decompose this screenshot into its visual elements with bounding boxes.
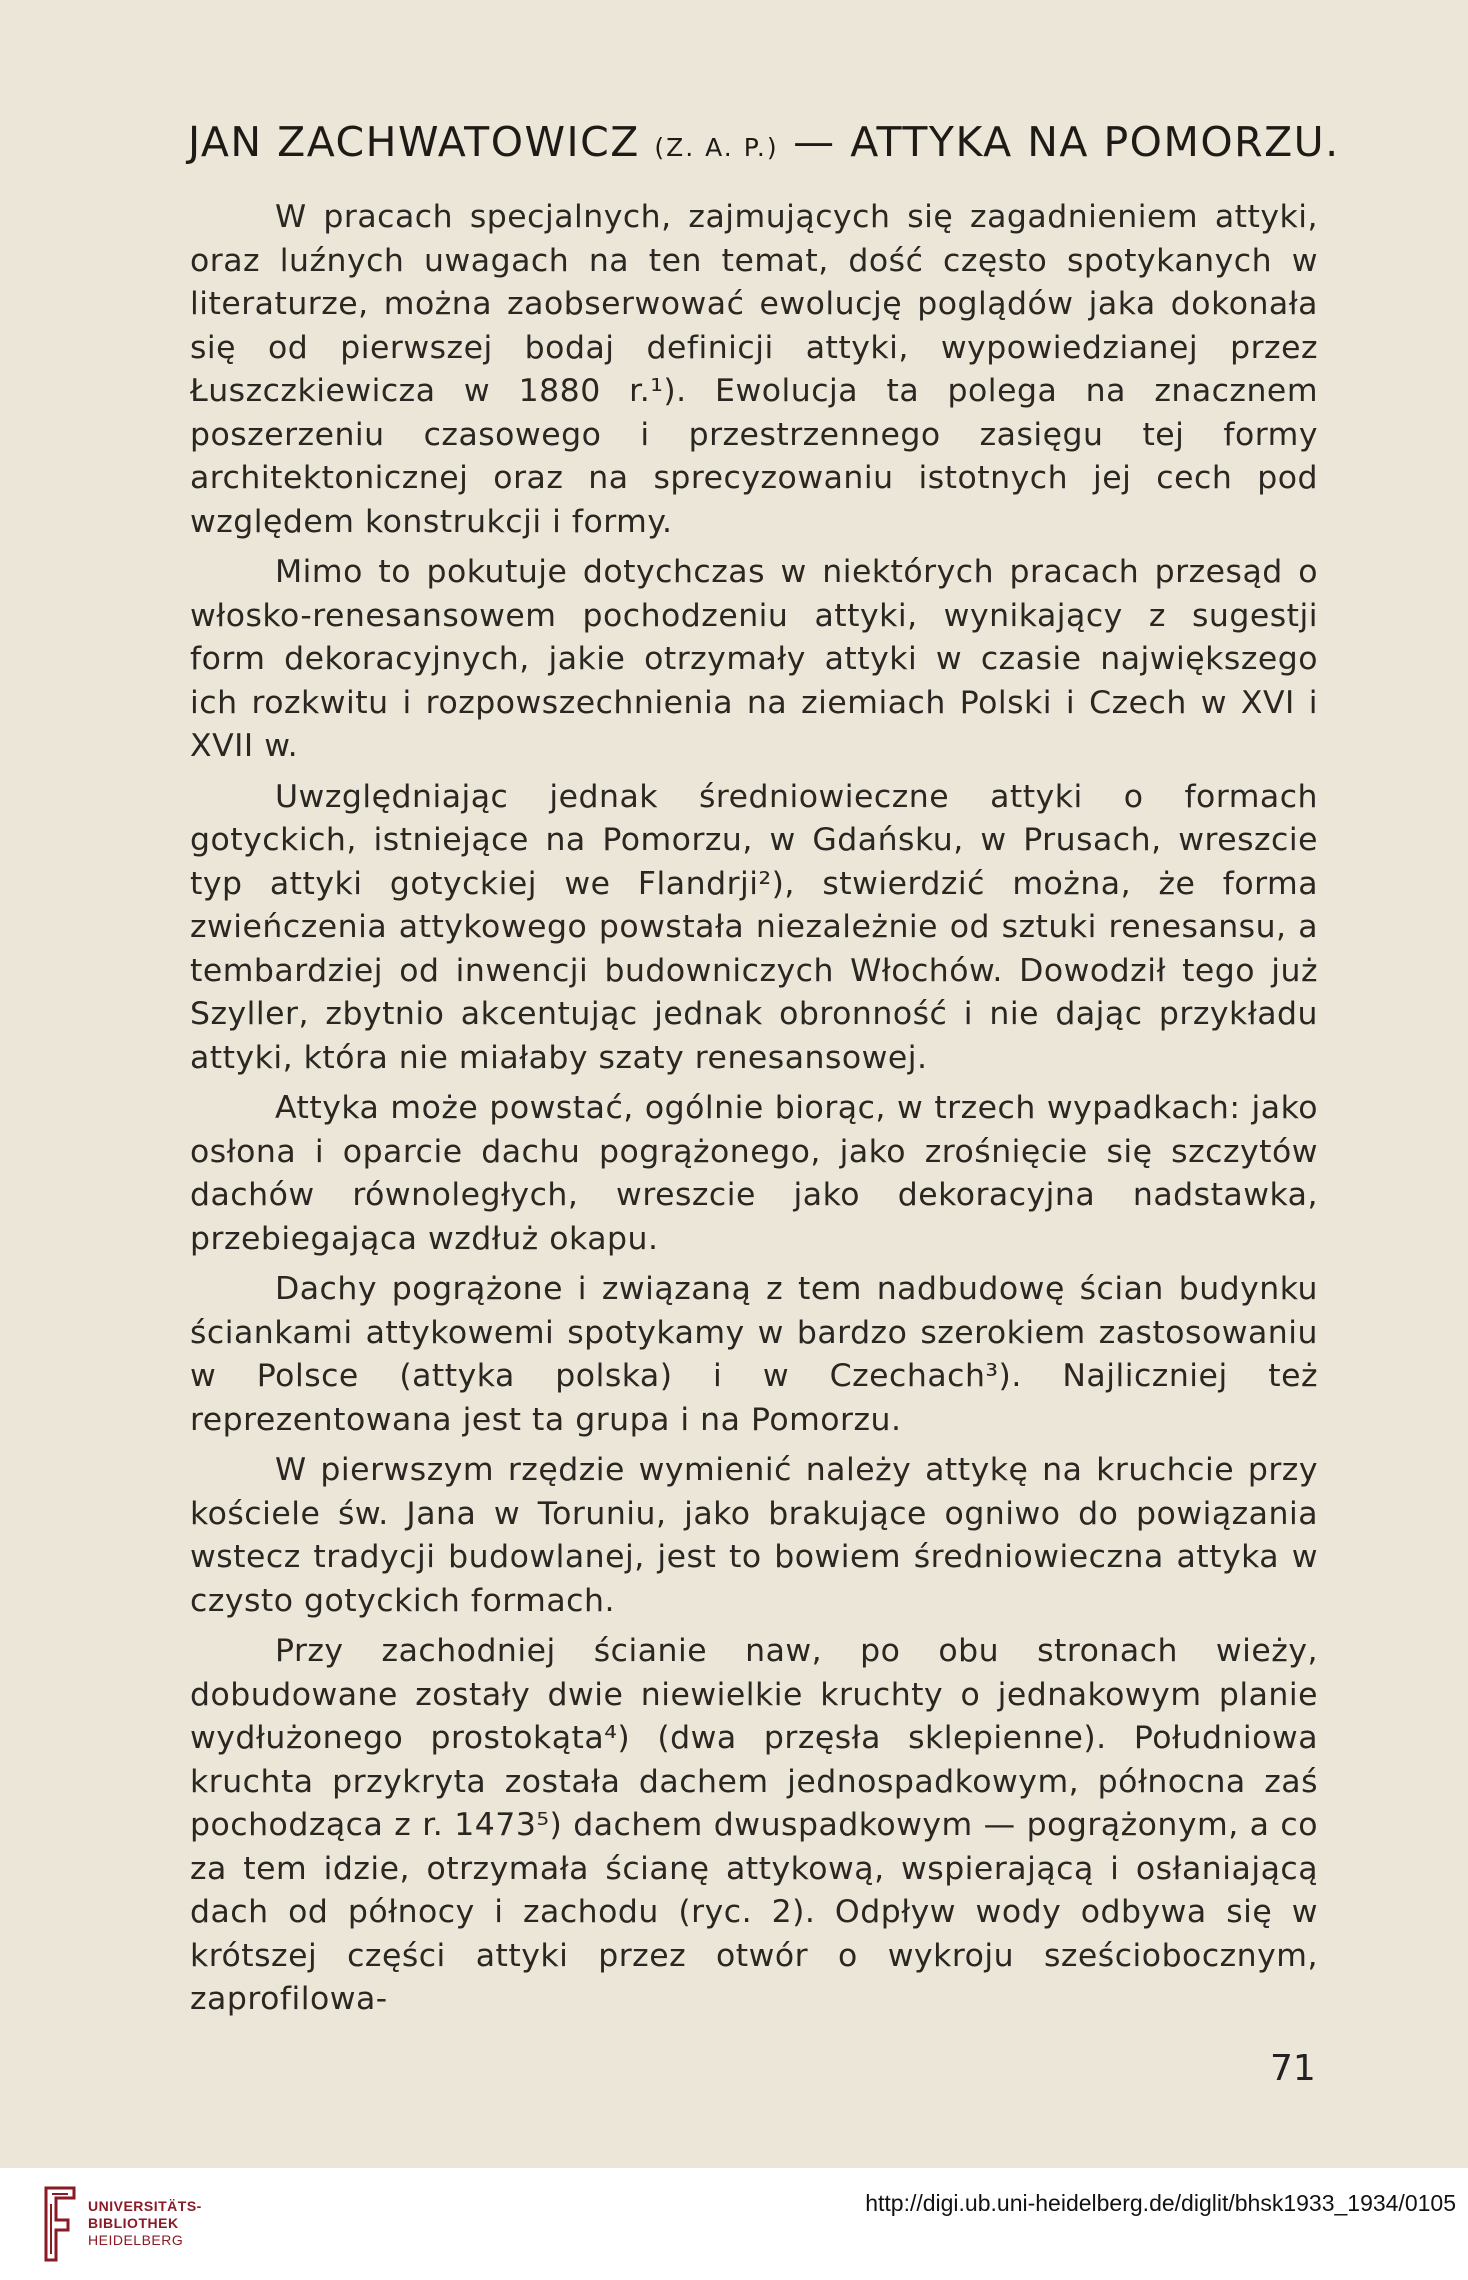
library-logo-icon — [38, 2184, 78, 2264]
header-dash: — — [793, 118, 836, 166]
author-name: JAN ZACHWATOWICZ — [188, 118, 640, 166]
paragraph: Dachy pogrążone i związaną z tem nadbudowę ścian budynku ściankami attykowemi spotykamy w bardzo szerokiem zastosowaniu w Polsce (attyka polska) i w Czechach³). Najliczniej też reprezentowana jest ta grupa i na Pomorzu. — [190, 1271, 1318, 1438]
paragraph: Przy zachodniej ścianie naw, po obu stronach wieży, dobudowane zostały dwie niewielkie kruchty o jednakowym planie wydłużonego prostokąta⁴) (dwa przęsła sklepienne). Południowa kruchta przykryta została dachem jednospadkowym, północna zaś pochodząca z r. 1473⁵) dachem dwuspadkowym — pogrążonym, a co za tem idzie, otrzymała ścianę attykową, wspierającą i osłaniającą dach od północy i zachodu (ryc. 2). Odpływ wody odbywa się w krótszej części attyki przez otwór o wykroju sześciobocznym, zaprofilowa- — [190, 1633, 1318, 2017]
paragraph: W pracach specjalnych, zajmujących się zagadnieniem attyki, oraz luźnych uwagach na ten temat, dość często spotykanych w literaturze, można zaobserwować ewolucję poglądów jaka dokonała się od pierwszej bodaj definicji attyki, wypowiedzianej przez Łuszczkiewicza w 1880 r.¹). Ewolucja ta polega na znacznem poszerzeniu czasowego i przestrzennego zasięgu tej formy architektonicznej oraz na sprecyzowaniu istotnych jej cech pod względem konstrukcji i formy. — [190, 199, 1318, 540]
article-title: ATTYKA NA POMORZU. — [850, 118, 1340, 166]
digitization-footer — [0, 2168, 1468, 2280]
paragraph: Uwzględniając jednak średniowieczne attyki o formach gotyckich, istniejące na Pomorzu, w Gdańsku, w Prusach, wreszcie typ attyki gotyckiej we Flandrji²), stwierdzić można, że forma zwieńczenia attykowego powstała niezależnie od sztuki renesansu, a tembardziej od inwencji budowniczych Włochów. Dowodził tego już Szyller, zbytnio akcentując jednak obronność i nie dając przykładu attyki, która nie miałaby szaty renesansowej. — [190, 778, 1318, 1076]
logo-line: HEIDELBERG — [88, 2232, 184, 2248]
logo-line: UNIVERSITÄTS- — [88, 2198, 202, 2214]
author-initials: (Z. A. P.) — [654, 133, 779, 162]
article-body — [190, 196, 1318, 2029]
paragraph: W pierwszym rzędzie wymienić należy attykę na kruchcie przy kościele św. Jana w Toruniu, jako brakujące ogniwo do powiązania wstecz tradycji budowlanej, jest to bowiem średniowieczna attyka w czysto gotyckich formach. — [190, 1452, 1318, 1619]
library-logo-text — [88, 2198, 202, 2249]
page-header — [188, 118, 1340, 166]
paragraph: Attyka może powstać, ogólnie biorąc, w trzech wypadkach: jako osłona i oparcie dachu pogrążonego, jako zrośnięcie się szczytów dachów równoległych, wreszcie jako dekoracyjna nadstawka, przebiegająca wzdłuż okapu. — [190, 1090, 1318, 1257]
page-number: 71 — [1270, 2048, 1316, 2089]
paragraph: Mimo to pokutuje dotychczas w niektórych pracach przesąd o włosko-renesansowem pochodzeniu attyki, wynikający z sugestji form dekoracyjnych, jakie otrzymały attyki w czasie największego ich rozkwitu i rozpowszechnienia na ziemiach Polski i Czech w XVI i XVII w. — [190, 554, 1318, 764]
logo-line: BIBLIOTHEK — [88, 2215, 179, 2231]
source-url-link[interactable]: http://digi.ub.uni-heidelberg.de/diglit/bhsk1933_1934/0105 — [865, 2190, 1456, 2216]
